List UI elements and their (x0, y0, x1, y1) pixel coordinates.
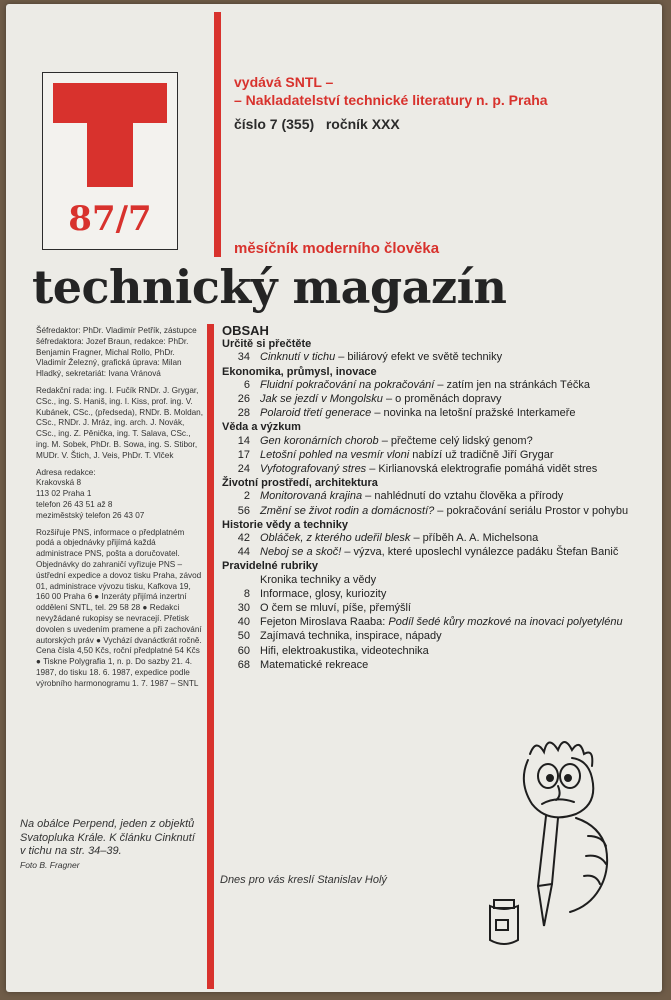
toc-item-description: Informace, glosy, kuriozity (260, 587, 387, 600)
toc-item (222, 659, 647, 672)
cartoon-illustration (476, 726, 636, 956)
table-of-contents (222, 324, 647, 673)
toc-page-number: 34 (237, 351, 250, 364)
toc-section-heading: Ekonomika, průmysl, inovace (222, 365, 377, 378)
imprint-column (36, 326, 204, 696)
toc-page-number: 60 (237, 644, 250, 657)
toc-item-description: Matematické rekreace (260, 658, 369, 671)
toc-item (222, 532, 647, 545)
logo-t-stem (87, 121, 133, 187)
toc-item-title: Fluidní pokračování na pokračování (260, 378, 435, 391)
cover-note-text: Na obálce Perpend, jeden z objektů Svatopluka Krále. K článku Cinknutí v tichu na str. 34–39. (20, 818, 195, 857)
toc-item-description: – zatím jen na stránkách Téčka (434, 378, 590, 391)
toc-body (222, 338, 647, 672)
red-vertical-rule-top (214, 12, 221, 257)
toc-item-description: – o proměnách dopravy (382, 393, 502, 406)
publisher-line-2: – Nakladatelství technické literatury n. p. Praha (234, 92, 548, 108)
toc-item-title: Letošní pohled na vesmír vloni (260, 448, 410, 461)
toc-item (222, 505, 647, 518)
toc-item (222, 574, 647, 587)
toc-page-number: 14 (237, 434, 250, 447)
imprint-distribution: Rozšiřuje PNS, informace o předplatném podá a objednávky přijímá každá administrace PNS, pošta a doručovatel. Objednávky do zahraničí vyřizuje PNS – ústřední expedice a dovoz tisku Praha, závod 01, administrace vývozu tisku, Kafkova 19, 160 00 Praha 6 ● Inzeráty přijímá inzertní oddělení SNTL, tel. 29 58 28 ● Redakci nevyžádané rukopisy se nevracejí. Přetisk dovolen s uvedením pramene a při zachování autorských práv ● Vychází dvanáctkrát ročně. Cena čísla 4,50 Kčs, roční předplatné 54 Kčs ● Tiskne Polygrafia 1, n. p. Do sazby 21. 4. 1987, do tisku 18. 6. 1987, expedice podle výrobního harmonogramu 1. 7. 1987 – SNTL (36, 527, 202, 688)
toc-item-title: Monitorovaná krajina (260, 490, 363, 503)
toc-item (222, 435, 647, 448)
toc-item (222, 393, 647, 406)
toc-item (222, 351, 647, 364)
imprint-address: Krakovská 8 113 02 Praha 1 telefon 26 43 51 až 8 meziměstský telefon 26 43 07 (36, 478, 145, 520)
toc-item-description: Fejeton Miroslava Raaba: (260, 616, 389, 629)
toc-page-number: 2 (243, 490, 250, 503)
toc-item (222, 546, 647, 559)
toc-item-description: – nahlédnutí do vztahu člověka a přírody (362, 490, 564, 503)
imprint-board: Redakční rada: ing. I. Fučík RNDr. J. Grygar, CSc., ing. S. Haniš, ing. I. Kiss, prof. ing. V. Kubánek, CSc., (předseda), RNDr. B. Moldan, CSc., RNDr. J. Mráz, ing. arch. J. Novák, CSc., ing. Z. Pěnička, ing. T. Salava, CSc., ing. M. Sobek, PhDr. B. Sowa, ing. S. Stibor, MUDr. V. Štich, J. Veis, PhDr. T. Vlček (36, 385, 204, 460)
toc-item (222, 449, 647, 462)
toc-item (222, 463, 647, 476)
cover-note (20, 818, 202, 872)
toc-page-number: 8 (243, 587, 250, 600)
toc-item-description: – Kirlianovská elektrografie pomáhá vidět stres (366, 463, 598, 476)
toc-item (222, 616, 647, 629)
logo-t-crossbar (53, 83, 167, 123)
toc-item-title: Podíl šedé kůry mozkové na inovaci polyetylénu (388, 616, 623, 629)
issue-info: číslo 7 (355) ročník XXX (234, 116, 400, 132)
toc-item-description: Hifi, elektroakustika, videotechnika (260, 644, 429, 657)
toc-item-description: – pokračování seriálu Prostor v pohybu (434, 504, 629, 517)
magazine-page (6, 4, 662, 992)
toc-item-description: nabízí už tradičně Jiří Grygar (409, 448, 554, 461)
toc-item-description: – výzva, které uposlechl vynálezce padáku Štefan Banič (341, 546, 619, 559)
toc-section-heading: Určitě si přečtěte (222, 338, 312, 351)
logo-issue-number: 87/7 (68, 199, 152, 239)
toc-section-heading: Pravidelné rubriky (222, 560, 318, 573)
magazine-logo (42, 72, 178, 250)
toc-item-title: Vyfotografovaný stres (260, 463, 367, 476)
toc-page-number: 30 (237, 602, 250, 615)
toc-item (222, 490, 647, 503)
toc-item (222, 407, 647, 420)
toc-item-title: Polaroid třetí generace (260, 407, 372, 420)
toc-heading: OBSAH (222, 323, 269, 338)
magazine-title: technický magazín (32, 260, 507, 314)
toc-section-heading: Životní prostředí, architektura (222, 477, 378, 490)
toc-section-heading: Historie vědy a techniky (222, 518, 348, 531)
toc-page-number: 6 (243, 378, 250, 391)
toc-page-number: 56 (237, 504, 250, 517)
toc-item (222, 645, 647, 658)
publisher-line-1: vydává SNTL – (234, 74, 334, 90)
toc-item-description: Kronika techniky a vědy (260, 573, 377, 586)
toc-item (222, 379, 647, 392)
toc-page-number: 44 (237, 546, 250, 559)
toc-page-number: 28 (237, 407, 250, 420)
toc-page-number: 40 (237, 616, 250, 629)
toc-section-heading: Věda a výzkum (222, 421, 301, 434)
toc-item-description: – biliárový efekt ve světě techniky (335, 351, 503, 364)
toc-item (222, 602, 647, 615)
toc-item-description: O čem se mluví, píše, přemýšlí (260, 602, 411, 615)
toc-page-number: 17 (237, 448, 250, 461)
photo-credit: Foto B. Fragner (20, 859, 80, 870)
toc-page-number: 42 (237, 532, 250, 545)
toc-item-title: Změní se život rodin a domácností? (260, 504, 435, 517)
toc-page-number: 26 (237, 393, 250, 406)
toc-page-number: 24 (237, 463, 250, 476)
toc-item-description: – novinka na letošní pražské Interkameře (371, 407, 576, 420)
imprint-address-label: Adresa redakce: (36, 467, 96, 477)
toc-item-description: – přečteme celý lidský genom? (378, 434, 533, 447)
toc-item-title: Obláček, z kterého udeřil blesk (260, 532, 411, 545)
magazine-subtitle: měsíčník moderního člověka (234, 240, 440, 257)
toc-page-number: 50 (237, 630, 250, 643)
imprint-editors: Šéfredaktor: PhDr. Vladimír Petřík, zástupce šéfredaktora: Jozef Braun, redakce: PhDr. Benjamin Fragner, Michal Rollo, PhDr. Vladimír Železný, grafická úprava: Milan Hladký, sekretariát: Ivana Vránová (36, 326, 197, 379)
toc-item (222, 588, 647, 601)
toc-item-title: Cinknutí v tichu (260, 351, 336, 364)
toc-item-title: Gen koronárních chorob (260, 434, 379, 447)
toc-item-title: Neboj se a skoč! (260, 546, 342, 559)
toc-item-title: Jak se jezdí v Mongolsku (260, 393, 383, 406)
toc-item-description: – příběh A. A. Michelsona (410, 532, 539, 545)
red-vertical-rule-bottom (207, 324, 214, 989)
toc-item-description: Zajímavá technika, inspirace, nápady (260, 630, 442, 643)
toc-page-number: 68 (237, 658, 250, 671)
toc-item (222, 630, 647, 643)
artist-credit: Dnes pro vás kreslí Stanislav Holý (220, 874, 387, 886)
